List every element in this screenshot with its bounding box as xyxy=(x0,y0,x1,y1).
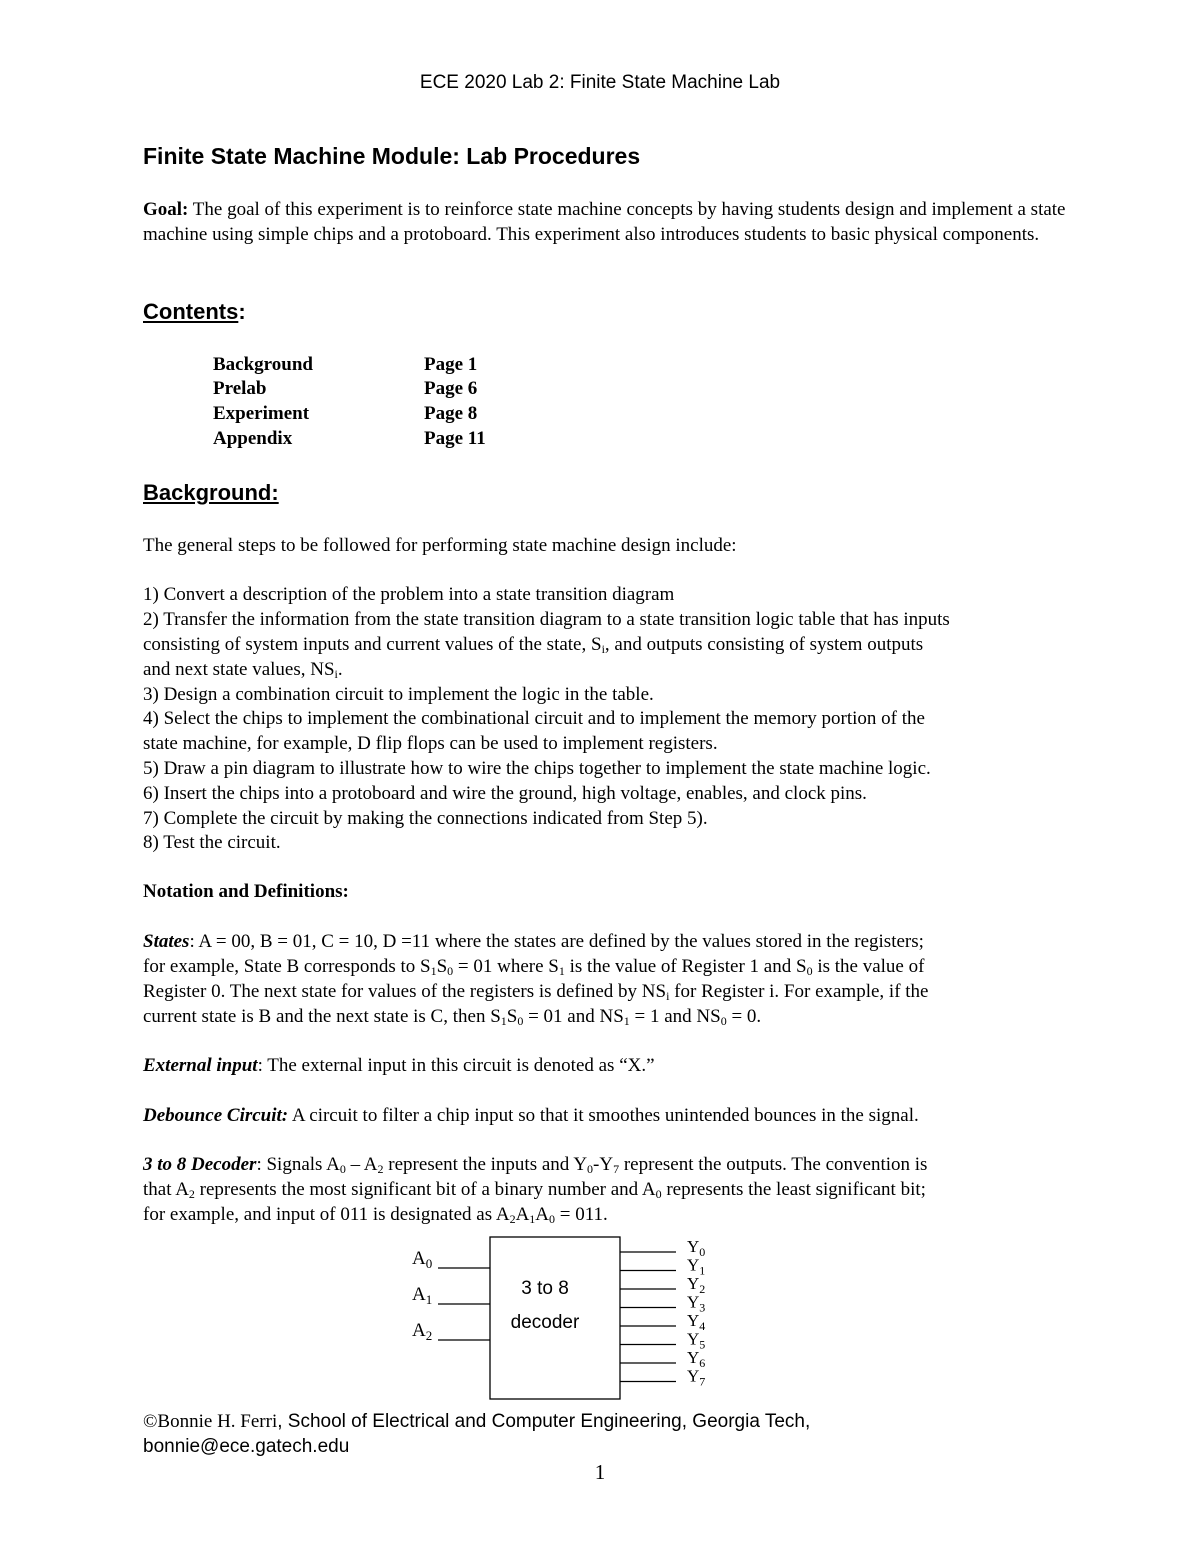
output-pin-label: $Y_7$ xyxy=(687,1366,706,1389)
toc-item-page: Page 11 xyxy=(424,428,486,449)
decoder-diagram xyxy=(400,1232,730,1404)
toc-item-page: Page 6 xyxy=(424,378,478,399)
toc-item-label: Prelab xyxy=(213,378,267,399)
footer-credit: ©Bonnie H. Ferri, School of Electrical and Computer Engineering, Georgia Tech, xyxy=(143,1411,811,1432)
page-header: ECE 2020 Lab 2: Finite State Machine Lab xyxy=(419,72,781,93)
background-intro: The general steps to be followed for performing state machine design include: xyxy=(143,535,737,556)
output-pin-label: $Y_2$ xyxy=(687,1274,706,1296)
notation-heading: Notation and Definitions: xyxy=(143,881,349,902)
decoder-outputs xyxy=(620,1237,705,1389)
debounce-line: Debounce Circuit: A circuit to filter a chip input so that it smoothes unintended bounces in the signal. xyxy=(143,1105,919,1126)
step-line: 3) Design a combination circuit to implement the logic in the table. xyxy=(143,684,654,705)
goal-paragraph xyxy=(143,198,1073,248)
toc-item-label: Experiment xyxy=(213,403,310,424)
goal-text: The goal of this experiment is to reinforce state machine concepts by having students design and implement a state machine using simple chips and a protoboard. This experiment also introduces students to basic physical components. xyxy=(143,199,1066,245)
states-line: current state is B and the next state is C, then $S_1S_0 = 01$ and $NS_1 = 1$ and $NS_0 = 0$. xyxy=(143,1006,762,1028)
output-pin-label: $Y_1$ xyxy=(687,1255,706,1278)
step-line: and next state values, $NS_i$. xyxy=(143,659,343,681)
step-line: 5) Draw a pin diagram to illustrate how to wire the chips together to implement the state machine logic. xyxy=(143,758,931,779)
decoder-line: that $A_2$ represents the most significant bit of a binary number and $A_0$ represents the least significant bit; xyxy=(143,1179,926,1201)
step-line: 4) Select the chips to implement the combinational circuit and to implement the memory portion of the xyxy=(143,708,925,729)
output-pin-label: $Y_0$ xyxy=(687,1237,706,1259)
goal-label: Goal: xyxy=(143,199,189,220)
step-line: state machine, for example, D flip flops can be used to implement registers. xyxy=(143,733,718,754)
decoder-label-line2: decoder xyxy=(510,1312,580,1333)
page-title: Finite State Machine Module: Lab Procedures xyxy=(143,143,641,169)
decoder-line: 3 to 8 Decoder: Signals $A_0 - A_2$ represent the inputs and $Y_0-Y_7$ represent the outputs. The convention is xyxy=(143,1154,928,1176)
toc-item-page: Page 8 xyxy=(424,403,478,424)
states-line: for example, State B corresponds to $S_1S_0 = 01$ where $S_1$ is the value of Register 1 and $S_0$ is the value of xyxy=(143,956,925,978)
step-line: 6) Insert the chips into a protoboard and wire the ground, high voltage, enables, and clock pins. xyxy=(143,783,867,804)
decoder-inputs xyxy=(412,1248,490,1343)
step-line: 2) Transfer the information from the state transition diagram to a state transition logic table that has inputs xyxy=(143,609,950,630)
toc-item-label: Appendix xyxy=(213,428,293,449)
states-line: Register 0. The next state for values of the registers is defined by $NS_i$ for Register i. For example, if the xyxy=(143,981,929,1003)
decoder-label-line1: 3 to 8 xyxy=(521,1278,569,1299)
toc-item-page: Page 1 xyxy=(424,354,478,375)
input-pin-label: $A_1$ xyxy=(412,1284,433,1307)
output-pin-label: $Y_3$ xyxy=(687,1292,706,1315)
background-heading: Background: xyxy=(143,480,279,505)
step-line: 7) Complete the circuit by making the connections indicated from Step 5). xyxy=(143,808,708,829)
decoder-line: for example, and input of 011 is designated as $A_2A_1A_0 = 011$. xyxy=(143,1204,608,1226)
output-pin-label: $Y_5$ xyxy=(687,1329,706,1352)
states-line: States: A = 00, B = 01, C = 10, D =11 where the states are defined by the values stored in the registers; xyxy=(143,931,924,952)
output-pin-label: $Y_4$ xyxy=(687,1311,706,1333)
footer-email: bonnie@ece.gatech.edu xyxy=(143,1436,350,1457)
output-pin-label: $Y_6$ xyxy=(687,1348,706,1370)
contents-heading: Contents: xyxy=(143,299,246,324)
step-line: consisting of system inputs and current values of the state, $S_i$, and outputs consisting of system outputs xyxy=(143,634,924,656)
page-number: 1 xyxy=(594,1460,606,1484)
step-line: 1) Convert a description of the problem into a state transition diagram xyxy=(143,584,675,605)
input-pin-label: $A_0$ xyxy=(412,1248,433,1271)
external-input-line: External input: The external input in this circuit is denoted as “X.” xyxy=(143,1055,655,1076)
toc-item-label: Background xyxy=(213,354,313,375)
step-line: 8) Test the circuit. xyxy=(143,832,281,853)
input-pin-label: $A_2$ xyxy=(412,1320,433,1343)
